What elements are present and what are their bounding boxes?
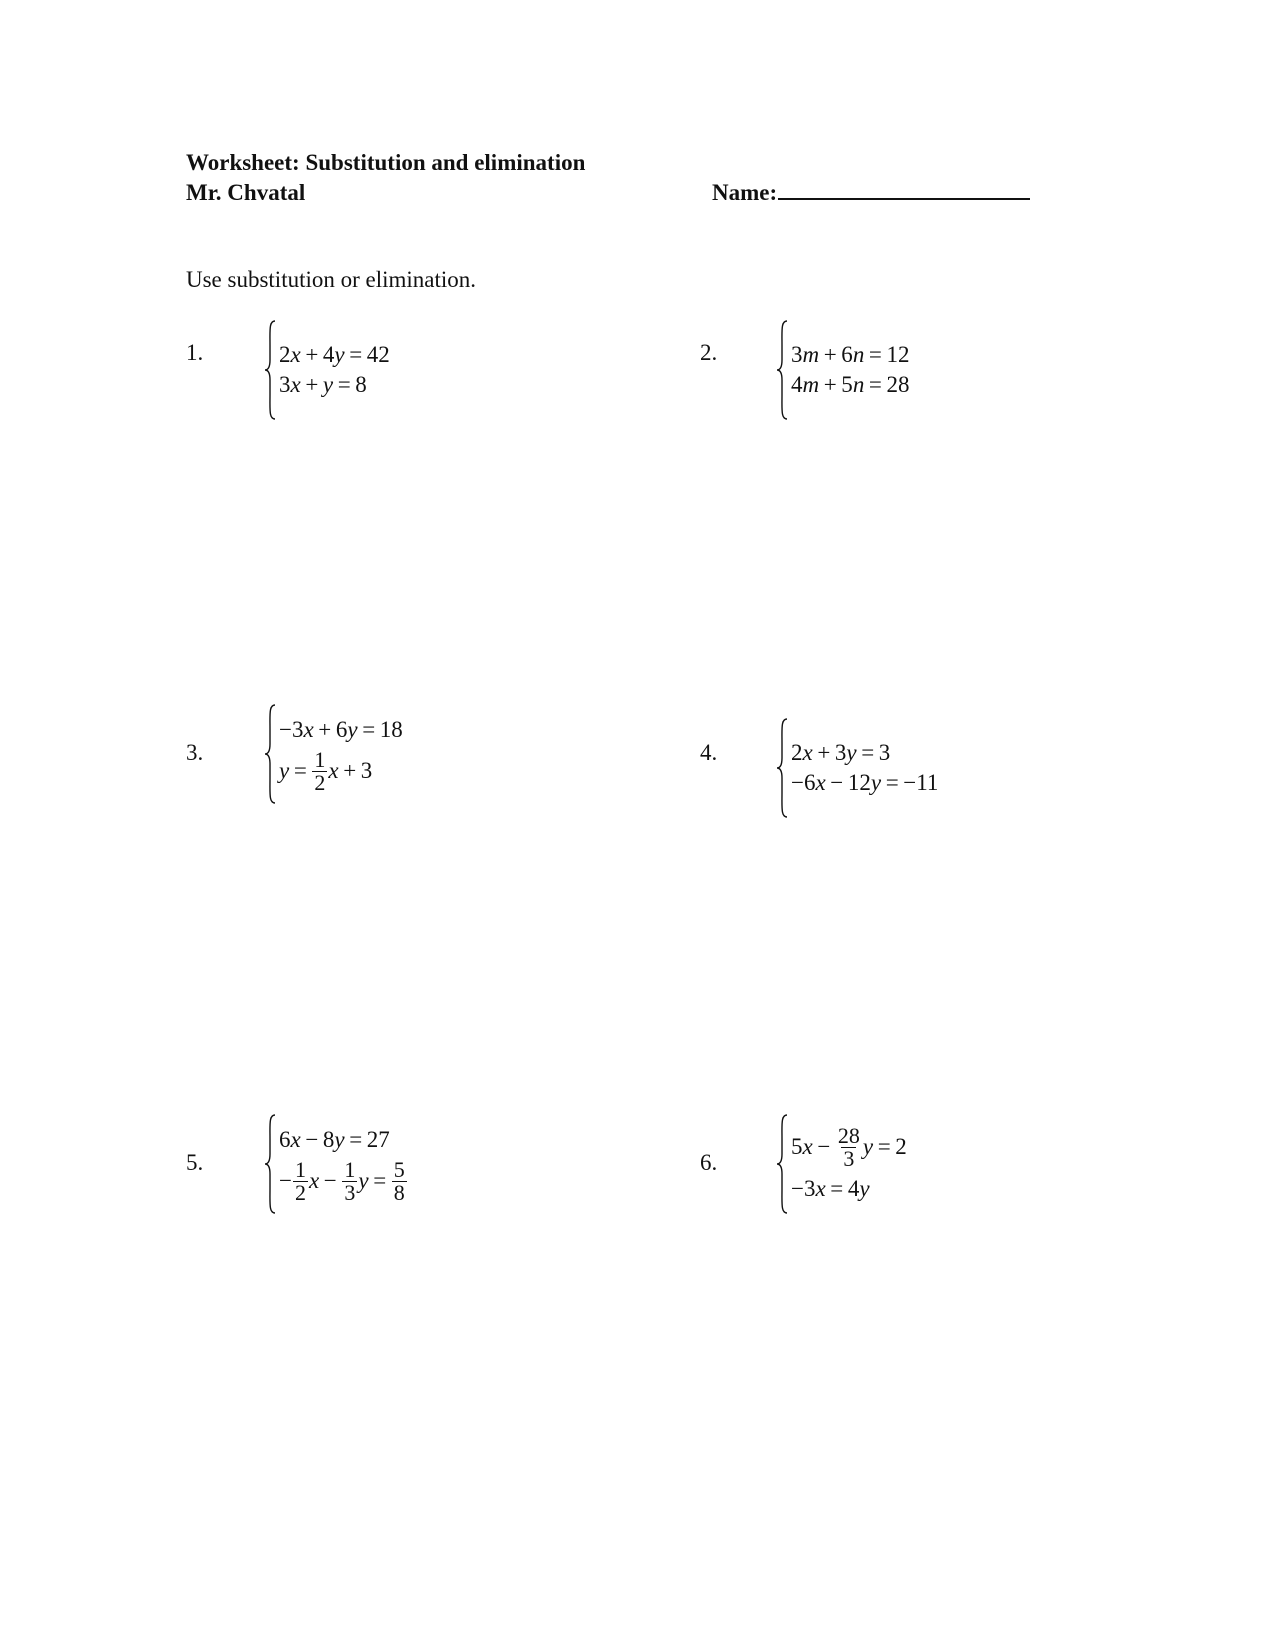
equation-1: 3 m + 6 n = 12 (791, 342, 910, 367)
fraction: $\frac{5}{8}$ (393, 1156, 405, 1205)
problem-5-number: 5. (186, 1150, 204, 1175)
equation-list (279, 704, 403, 804)
worksheet-title: Worksheet: Substitution and elimination (186, 150, 586, 175)
left-brace-icon (776, 320, 788, 420)
problem-4-system (776, 718, 938, 818)
problem-3-number: 3. (186, 740, 204, 765)
equation-list (279, 320, 390, 420)
equation-1: 2 x + 4 y = 42 (279, 342, 390, 367)
problem-1-system (264, 320, 390, 420)
equation-1: −3 x + 6 y = 18 (279, 716, 403, 742)
teacher-name: Mr. Chvatal (186, 180, 306, 205)
problem-4-number: 4. (700, 740, 718, 765)
equation-list (791, 320, 910, 420)
equation-2: 4 m + 5 n = 28 (791, 372, 910, 397)
problem-2-system (776, 320, 910, 420)
problem-6-system (776, 1114, 907, 1214)
left-brace-icon (264, 704, 276, 804)
left-brace-icon (776, 1114, 788, 1214)
problem-6-number: 6. (700, 1150, 718, 1175)
student-name-field[interactable] (712, 178, 1030, 208)
equation-1: 6 x − 8 y = 27 (279, 1126, 390, 1152)
fraction: $\frac{1}{3}$ (344, 1156, 356, 1205)
equation-2: y = $\frac{1}{2}$ x + 3 (279, 746, 373, 795)
left-brace-icon (776, 718, 788, 818)
problem-3-system (264, 704, 403, 804)
equation-list (279, 1114, 408, 1214)
fraction: $\frac{28}{3}$ (837, 1122, 860, 1171)
left-brace-icon (264, 1114, 276, 1214)
instructions: Use substitution or elimination. (186, 267, 477, 292)
fraction: $\frac{1}{2}$ (294, 1156, 306, 1205)
name-blank-line[interactable] (778, 178, 1030, 200)
name-label: Name: (712, 180, 778, 205)
equation-2: −6 x − 12 y = −11 (791, 770, 939, 795)
problem-1-number: 1. (186, 340, 204, 365)
equation-2: 3 x + y = 8 (279, 372, 367, 397)
equation-2: −3 x = 4 y (791, 1175, 870, 1201)
equation-1: 2 x + 3 y = 3 (791, 740, 891, 765)
fraction: $\frac{1}{2}$ (314, 746, 326, 795)
equation-1: 5 x − $\frac{28}{3}$ y = 2 (791, 1122, 907, 1171)
equation-list (791, 718, 938, 818)
equation-2: − $\frac{1}{2}$ x − $\frac{1}{3}$ y = $\frac{5}{8}$ (279, 1156, 405, 1205)
problem-2-number: 2. (700, 340, 718, 365)
problem-5-system (264, 1114, 408, 1214)
left-brace-icon (264, 320, 276, 420)
equation-list (791, 1114, 907, 1214)
